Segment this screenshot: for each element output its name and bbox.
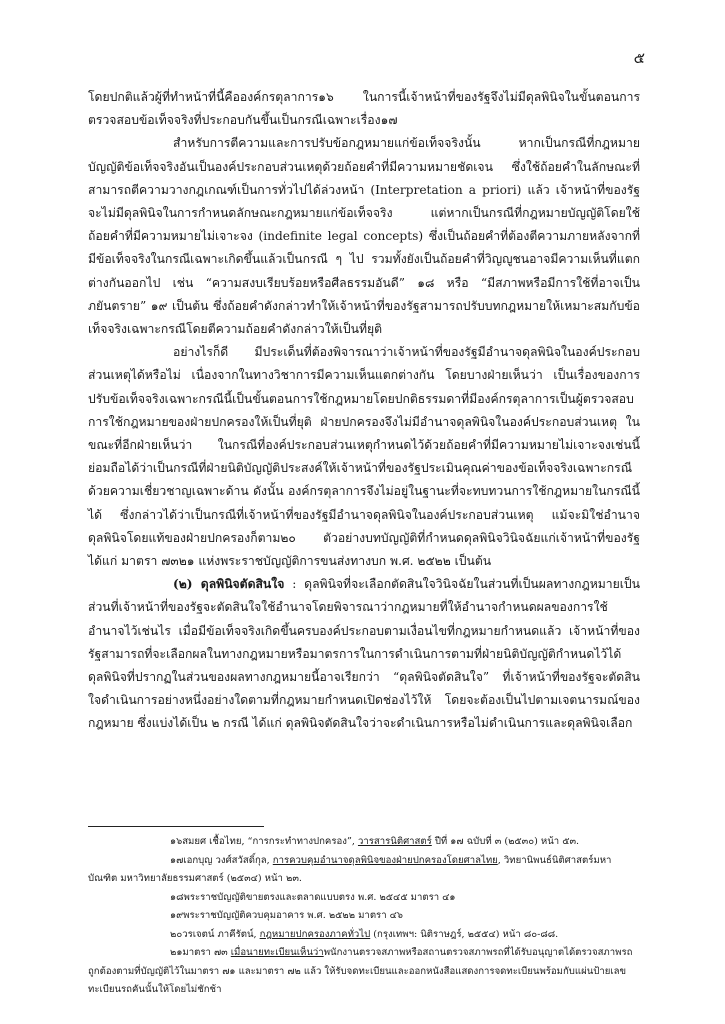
footnote-title: กฎหมายปกครองภาคทั่วไป	[259, 928, 371, 940]
footnote-mark: ๒๑	[170, 947, 183, 958]
footnote-title: วารสารนิติศาสตร์	[357, 836, 432, 847]
footnote-20	[88, 926, 640, 945]
footnote-18	[88, 889, 640, 908]
footnote-title: การควบคุมอำนาจดุลพินิจของฝ่ายปกครองโดยศาลไทย	[272, 854, 498, 866]
paragraph-4	[88, 573, 640, 735]
footnote-mark: ๑๖	[170, 836, 183, 847]
footnotes	[88, 833, 640, 1000]
section-heading: (๒) ดุลพินิจตัดสินใจ	[173, 577, 285, 592]
footnote-title: เมื่อนายทะเบียนเห็นว่า	[230, 947, 324, 958]
footnote-mark: ๑๘	[170, 891, 184, 903]
footnote-21	[88, 944, 640, 1000]
paragraph-1: โดยปกติแล้วผู้ที่ทำหน้าที่นี้คือองค์กรตุลาการ๑๖ ในการนี้เจ้าหน้าที่ของรัฐจึงไม่มีดุลพินิจในขั้นตอนการตรวจสอบข้อเท็จจริงที่ประกอบกันขึ้นเป็นกรณีเฉพาะเรื่อง๑๗	[88, 90, 640, 128]
footnote-text: สมยศ เชื้อไทย, “การกระทำทางปกครอง”,	[182, 836, 358, 847]
body-text	[88, 86, 640, 736]
footnote-mark: ๑๗	[170, 854, 184, 866]
footnote-19	[88, 907, 640, 926]
paragraph-3: อย่างไรก็ดี มีประเด็นที่ต้องพิจารณาว่าเจ้าหน้าที่ของรัฐมีอำนาจดุลพินิจในองค์ประกอบส่วนเหตุได้หรือไม่ เนื่องจากในทางวิชาการมีความเห็นแตกต่างกัน โดยบางฝ่ายเห็นว่า เป็นเรื่องของการปรับข้อเท็จจริงเฉพาะกรณีนี้เป็นขั้นตอนการใช้กฎหมายโดยปกติธรรมดาที่มีองค์กรตุลาการเป็นผู้ตรวจสอบการใช้กฎหมายของฝ่ายปกครองให้เป็นที่ยุติ ฝ่ายปกครองจึงไม่มีอำนาจดุลพินิจในองค์ประกอบส่วนเหตุ ในขณะที่อีกฝ่ายเห็นว่า ในกรณีที่องค์ประกอบส่วนเหตุกำหนดไว้ด้วยถ้อยคำที่มีความหมายไม่เจาะจงเช่นนี้ ย่อมถือได้ว่าเป็นกรณีที่ฝ่ายนิติบัญญัติประสงค์ให้เจ้าหน้าที่ของรัฐประเมินคุณค่าของข้อเท็จจริงเฉพาะกรณีด้วยความเชี่ยวชาญเฉพาะด้าน ดังนั้น องค์กรตุลาการจึงไม่อยู่ในฐานะที่จะทบทวนการใช้กฎหมายในกรณีนี้ได้ ซึ่งกล่าวได้ว่าเป็นกรณีที่เจ้าหน้าที่ของรัฐมีอำนาจดุลพินิจในองค์ประกอบส่วนเหตุ แม้จะมิใช่อำนาจดุลพินิจโดยแท้ของฝ่ายปกครองก็ตาม๒๐ ตัวอย่างบทบัญญัติที่กำหนดดุลพินิจวินิจฉัยแก่เจ้าหน้าที่ของรัฐ ได้แก่ มาตรา ๗๓๒๑ แห่งพระราชบัญญัติการขนส่งทางบก พ.ศ. ๒๕๒๒ เป็นต้น	[88, 345, 640, 569]
footnote-text: พระราชบัญญัติขายตรงและตลาดแบบตรง พ.ศ. ๒๕๔๕ มาตรา ๔๑	[183, 891, 456, 903]
footnote-text: ปีที่ ๑๗ ฉบับที่ ๓ (๒๕๓๐) หน้า ๕๓.	[431, 836, 580, 847]
footnote-17	[88, 852, 640, 889]
footnote-text: มาตรา ๗๓	[182, 947, 231, 958]
footnote-text: พระราชบัญญัติควบคุมอาคาร พ.ศ. ๒๕๒๒ มาตรา ๔๖	[183, 910, 403, 921]
footnote-mark: ๑๙	[170, 910, 184, 921]
footnote-mark: ๒๐	[170, 928, 183, 940]
footnote-16	[88, 833, 640, 852]
footnote-text: (กรุงเทพฯ: นิติราษฎร์, ๒๕๕๔) หน้า ๘๐-๘๘.	[370, 928, 559, 940]
page-number: ๕	[633, 49, 645, 67]
footnote-text: , วิทยานิพนธ์นิติศาสตร์มหาบัณฑิต มหาวิทยาลัยธรรมศาสตร์ (๒๕๓๔) หน้า ๒๓.	[88, 854, 612, 884]
footnote-text: พนักงานตรวจสภาพหรือสถานตรวจสภาพรถที่ได้รับอนุญาตได้ตรวจสภาพรถถูกต้องตามที่บัญญัติไว้ในมาตรา ๗๑ และมาตรา ๗๒ แล้ว ให้รับจดทะเบียนและออกหนังสือแสดงการจดทะเบียนพร้อมกับแผ่นป้ายเลขทะเบียนรถคันนั้นให้โดยไม่ชักช้า	[88, 947, 633, 995]
paragraph-4-text: : ดุลพินิจที่จะเลือกตัดสินใจวินิจฉัยในส่วนที่เป็นผลทางกฎหมายเป็นส่วนที่เจ้าหน้าที่ของรัฐจะตัดสินใจใช้อำนาจโดยพิจารณาว่ากฎหมายที่ให้อำนาจกำหนดผลของการใช้อำนาจไว้เช่นไร เมื่อมีข้อเท็จจริงเกิดขึ้นครบองค์ประกอบตามเงื่อนไขที่กฎหมายกำหนดแล้ว เจ้าหน้าที่ของรัฐสามารถที่จะเลือกผลในทางกฎหมายหรือมาตรการในการดำเนินการตามที่ฝ่ายนิติบัญญัติกำหนดไว้ได้ ดุลพินิจที่ปรากฏในส่วนของผลทางกฎหมายนี้อาจเรียกว่า “ดุลพินิจตัดสินใจ” ที่เจ้าหน้าที่ของรัฐจะตัดสินใจดำเนินการอย่างหนึ่งอย่างใดตามที่กฎหมายกำหนดเปิดช่องไว้ให้ โดยจะต้องเป็นไปตามเจตนารมณ์ของกฎหมาย ซึ่งแบ่งได้เป็น ๒ กรณี ได้แก่ ดุลพินิจตัดสินใจว่าจะดำเนินการหรือไม่ดำเนินการและดุลพินิจเลือก	[88, 577, 640, 731]
footnote-text: วรเจตน์ ภาคีรัตน์,	[182, 928, 260, 940]
footnote-separator	[88, 826, 264, 827]
footnote-text: เอกบุญ วงศ์สวัสดิ์กุล,	[183, 854, 273, 866]
paragraph-2: สำหรับการตีความและการปรับข้อกฎหมายแก่ข้อเท็จจริงนั้น หากเป็นกรณีที่กฎหมายบัญญัติข้อเท็จจริงอันเป็นองค์ประกอบส่วนเหตุด้วยถ้อยคำที่มีความหมายชัดเจน ซึ่งใช้ถ้อยคำในลักษณะที่สามารถตีความวางกฎเกณฑ์เป็นการทั่วไปได้ล่วงหน้า (Interpretation a priori) แล้ว เจ้าหน้าที่ของรัฐจะไม่มีดุลพินิจในการกำหนดลักษณะกฎหมายแก่ข้อเท็จจริง แต่หากเป็นกรณีที่กฎหมายบัญญัติโดยใช้ถ้อยคำที่มีความหมายไม่เจาะจง (indefinite legal concepts) ซึ่งเป็นถ้อยคำที่ต้องตีความภายหลังจากที่มีข้อเท็จจริงในกรณีเฉพาะเกิดขึ้นแล้วเป็นกรณี ๆ ไป รวมทั้งยังเป็นถ้อยคำที่วิญญูชนอาจมีความเห็นที่แตกต่างกันออกไป เช่น “ความสงบเรียบร้อยหรือศีลธรรมอันดี” ๑๘ หรือ “มีสภาพหรือมีการใช้ที่อาจเป็นภยันตราย” ๑๙ เป็นต้น ซึ่งถ้อยคำดังกล่าวทำให้เจ้าหน้าที่ของรัฐสามารถปรับบทกฎหมายให้เหมาะสมกับข้อเท็จจริงเฉพาะกรณีโดยตีความถ้อยคำดังกล่าวให้เป็นที่ยุติ	[88, 136, 640, 337]
